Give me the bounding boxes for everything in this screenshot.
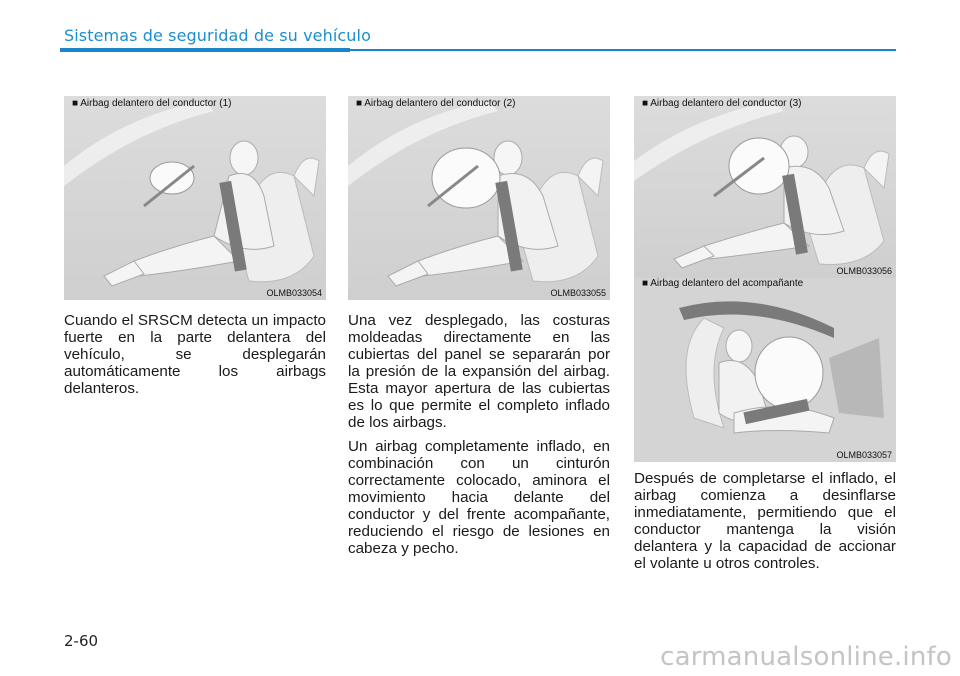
figure-code: OLMB033056 xyxy=(836,266,892,276)
figure-code: OLMB033054 xyxy=(266,288,322,298)
figure-code: OLMB033057 xyxy=(836,450,892,460)
figure-driver-airbag-1 xyxy=(64,96,326,300)
paragraph: Cuando el SRSCM detecta un impacto fuerte en la parte delantera del vehículo, se desplegarán automáticamente los airbags delanteros. xyxy=(64,312,326,397)
figure-passenger-airbag xyxy=(634,278,896,462)
column-1-text xyxy=(64,312,326,404)
header-rule xyxy=(350,49,896,51)
section-title: Sistemas de seguridad de su vehículo xyxy=(64,26,371,45)
illustration-driver-airbag-1 xyxy=(64,96,326,300)
figure-caption: ■ Airbag delantero del conductor (2) xyxy=(356,98,516,109)
illustration-driver-airbag-3 xyxy=(634,96,896,278)
paragraph: Una vez desplegado, las costuras moldeadas directamente en las cubiertas del panel se separarán por la presión de la expansión del airbag. Esta mayor apertura de las cubiertas es lo que permite el completo inflado de los airbags. xyxy=(348,312,610,431)
figure-caption: ■ Airbag delantero del acompañante xyxy=(642,278,804,289)
column-2-text xyxy=(348,312,610,564)
paragraph: Un airbag completamente inflado, en combinación con un cinturón correctamente colocado, aminora el movimiento hacia delante del conductor y del frente acompañante, reduciendo el riesgo de lesiones en cabeza y pecho. xyxy=(348,438,610,557)
watermark: carmanualsonline.info xyxy=(660,642,952,672)
figure-driver-airbag-3 xyxy=(634,96,896,278)
figure-caption: ■ Airbag delantero del conductor (1) xyxy=(72,98,232,109)
figure-code: OLMB033055 xyxy=(550,288,606,298)
header-rule-accent xyxy=(60,48,350,52)
figure-driver-airbag-2 xyxy=(348,96,610,300)
paragraph: Después de completarse el inflado, el airbag comienza a desinflarse inmediatamente, permitiendo que el conductor mantenga la visión delantera y la capacidad de accionar el volante u otros controles. xyxy=(634,470,896,572)
illustration-driver-airbag-2 xyxy=(348,96,610,300)
illustration-passenger-airbag xyxy=(634,278,896,462)
column-3-text xyxy=(634,470,896,579)
figure-caption: ■ Airbag delantero del conductor (3) xyxy=(642,98,802,109)
page-number: 2-60 xyxy=(64,632,99,650)
